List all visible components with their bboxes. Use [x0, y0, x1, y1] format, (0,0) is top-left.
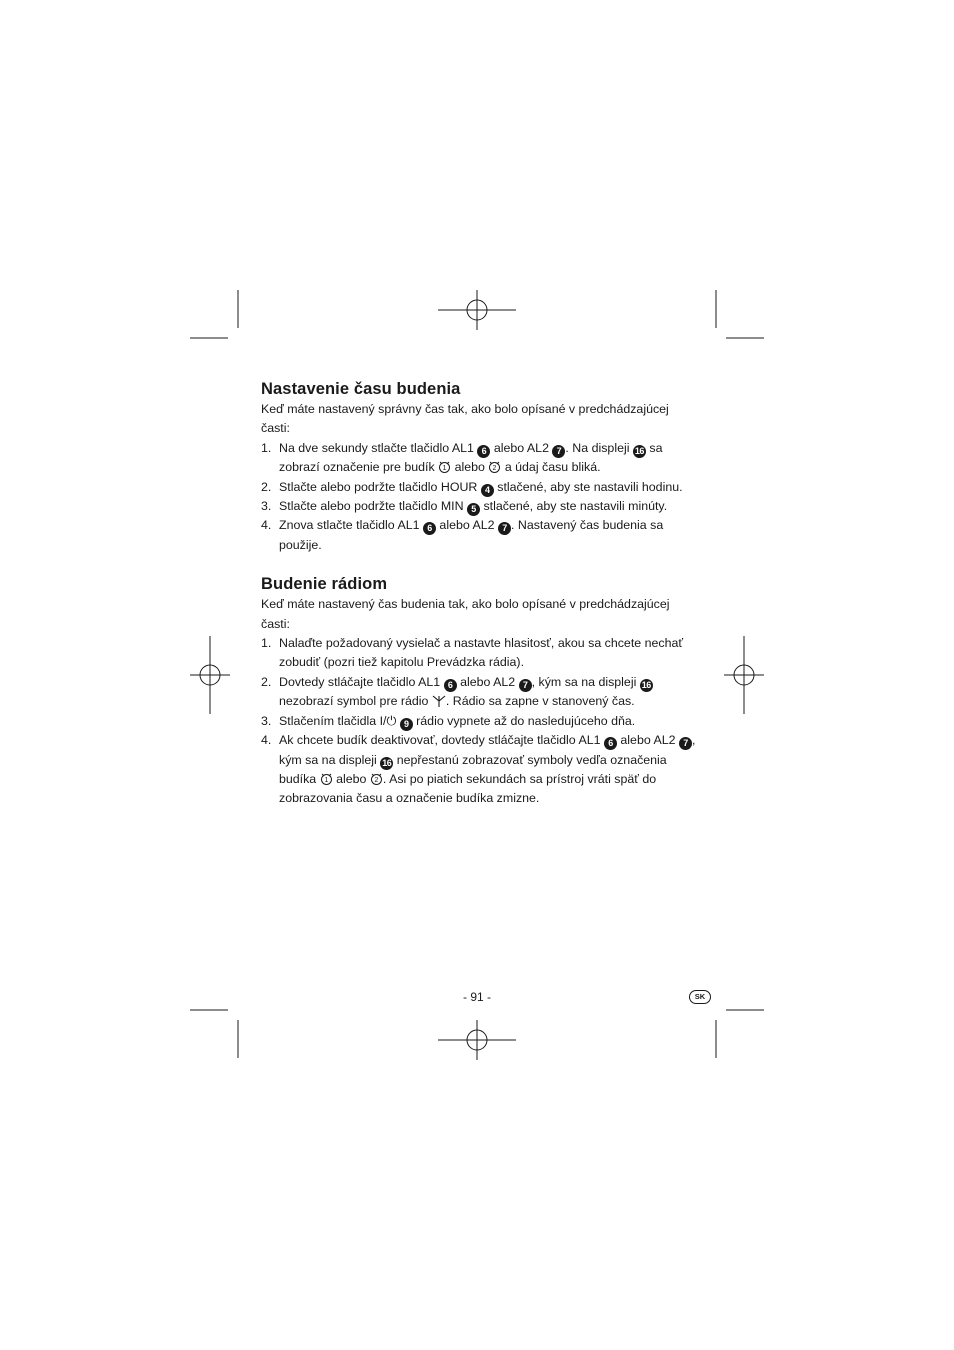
svg-text:2: 2: [374, 776, 379, 784]
callout-9: 9: [400, 718, 413, 731]
page-content: [261, 378, 701, 809]
section-intro: Keď máte nastavený správny čas tak, ako bolo opísané v predchádzajúcej časti:: [261, 402, 669, 436]
callout-7: 7: [679, 737, 692, 750]
language-badge: SK: [689, 990, 711, 1004]
callout-16: 16: [382, 757, 392, 768]
callout-16: 16: [641, 679, 651, 690]
callout-7: 7: [552, 445, 565, 458]
section-title-radio-alarm: Budenie rádiom: [261, 575, 388, 594]
svg-text:1: 1: [442, 465, 447, 473]
list-item: 4. Ak chcete budík deaktivovať, dovtedy stláčajte tlačidlo AL1 6 alebo AL2 7 , kým sa na displeji 16 nepřestanú zobrazovať symboly vedľa označenia budíka 1 alebo 2 . Asi po piatich sekundách sa prístroj vráti späť do zobrazovania času a označenie budíka zmizne.: [261, 733, 696, 806]
callout-6: 6: [423, 522, 436, 535]
callout-6: 6: [604, 737, 617, 750]
alarm-clock-1-icon: [438, 460, 451, 474]
antenna-icon: [432, 694, 446, 708]
list-item: 2. Stlačte alebo podržte tlačidlo HOUR 4 stlačené, aby ste nastavili hodinu.: [261, 479, 683, 495]
callout-5: 5: [467, 503, 480, 516]
section-title-alarm-time: Nastavenie času budenia: [261, 380, 461, 398]
list-item: 4. Znova stlačte tlačidlo AL1 6 alebo AL2 7 . Nastavený čas budenia sa použije.: [261, 518, 664, 552]
callout-6: 6: [444, 679, 457, 692]
list-item: 2. Dovtedy stláčajte tlačidlo AL1 6 alebo AL2 7 , kým sa na displeji 16 nezobrazí symbol pre rádio . Rádio sa zapne v stanovený čas.: [261, 674, 651, 709]
power-standby-symbol: I/⏻: [379, 713, 397, 728]
callout-6: 6: [477, 445, 490, 458]
alarm-clock-2-icon: [488, 460, 501, 474]
list-item: 1. Nalaďte požadovaný vysielač a nastavte hlasitosť, akou sa chcete nechať zobudiť (pozri tiež kapitolu Prevádzka rádia).: [261, 636, 684, 670]
list-item: 3. Stlačením tlačidla I/⏻ 9 rádio vypnete až do nasledujúceho dňa.: [261, 713, 636, 729]
page-number: - 91 -: [462, 990, 491, 1004]
list-item: 1. Na dve sekundy stlačte tlačidlo AL1 6 alebo AL2 7 . Na displeji 16 sa zobrazí označenie pre budík 1 alebo 2 a údaj času bliká.: [261, 440, 663, 475]
alarm-clock-2-icon: [370, 772, 383, 786]
callout-16: 16: [634, 445, 644, 456]
svg-text:2: 2: [492, 465, 497, 473]
svg-text:1: 1: [324, 776, 329, 784]
steps-list-alarm-time: [261, 439, 701, 555]
callout-4: 4: [481, 484, 494, 497]
list-item: 3. Stlačte alebo podržte tlačidlo MIN 5 stlačené, aby ste nastavili minúty.: [261, 499, 668, 515]
steps-list-radio-alarm: [261, 634, 701, 809]
callout-7: 7: [519, 679, 532, 692]
callout-7: 7: [498, 522, 511, 535]
section-intro: Keď máte nastavený čas budenia tak, ako bolo opísané v predchádzajúcej časti:: [261, 597, 670, 631]
alarm-clock-1-icon: [320, 772, 333, 786]
